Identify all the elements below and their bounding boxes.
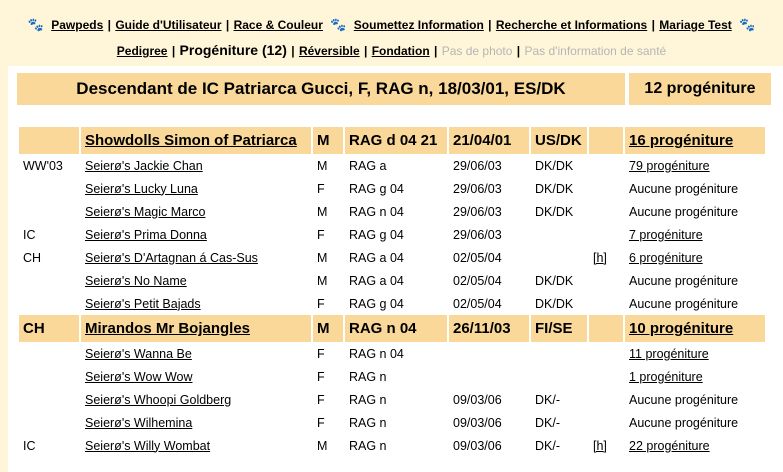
cell-country xyxy=(531,365,587,388)
cell-country xyxy=(531,223,587,246)
cell-country: DK/- xyxy=(531,411,587,434)
cell-birthdate: 26/11/03 xyxy=(449,315,529,342)
cell-birthdate xyxy=(449,365,529,388)
progeniture-link[interactable]: 16 progéniture xyxy=(629,132,734,149)
cell-birthdate: 29/06/03 xyxy=(449,177,529,200)
cell-sex: M xyxy=(313,269,343,292)
cat-name-link[interactable]: Seierø's Whoopi Goldberg xyxy=(85,392,232,407)
cell-registration: RAG n xyxy=(345,388,447,411)
nav-reversible[interactable]: Réversible xyxy=(298,44,360,58)
progeniture-link[interactable]: 22 progéniture xyxy=(629,438,710,453)
cell-progeniture xyxy=(625,223,765,246)
cell-country: DK/- xyxy=(531,388,587,411)
cell-registration: RAG n 04 xyxy=(345,342,447,365)
cat-name-link[interactable]: Seierø's Willy Wombat xyxy=(85,438,211,453)
cell-title xyxy=(19,342,79,365)
nav-fondation[interactable]: Fondation xyxy=(371,44,430,58)
cell-health-link xyxy=(589,200,623,223)
table-row xyxy=(19,200,765,223)
cell-sex: M xyxy=(313,154,343,177)
cell-progeniture xyxy=(625,315,765,342)
cat-name-link[interactable]: Seierø's No Name xyxy=(85,273,187,288)
cell-sex: M xyxy=(313,200,343,223)
cell-progeniture: Aucune progéniture xyxy=(625,177,765,200)
progeny-table xyxy=(17,127,767,457)
progeniture-link[interactable]: 1 progéniture xyxy=(629,369,703,384)
cell-birthdate: 02/05/04 xyxy=(449,246,529,269)
health-link[interactable]: [h] xyxy=(593,250,607,265)
table-row xyxy=(19,411,765,434)
cell-progeniture xyxy=(625,365,765,388)
cat-name-link[interactable]: Seierø's D'Artagnan á Cas-Sus xyxy=(85,250,258,265)
cell-registration: RAG g 04 xyxy=(345,292,447,315)
table-row xyxy=(19,434,765,457)
nav-separator: | xyxy=(516,44,521,58)
progeniture-link[interactable]: 11 progéniture xyxy=(629,346,709,361)
cell-title: IC xyxy=(19,434,79,457)
cell-registration: RAG n xyxy=(345,434,447,457)
cell-sex: F xyxy=(313,365,343,388)
progeniture-link[interactable]: 7 progéniture xyxy=(629,227,703,242)
cell-country: FI/SE xyxy=(531,315,587,342)
table-row xyxy=(19,177,765,200)
cell-birthdate: 09/03/06 xyxy=(449,434,529,457)
nav-recherche[interactable]: Recherche et Informations xyxy=(495,18,648,32)
cat-name-link[interactable]: Seierø's Wanna Be xyxy=(85,346,192,361)
cell-registration: RAG d 04 21 xyxy=(345,127,447,154)
nav-photo-disabled: Pas de photo xyxy=(441,44,513,58)
cat-name-link[interactable]: Seierø's Petit Bajads xyxy=(85,296,201,311)
cell-progeniture: Aucune progéniture xyxy=(625,388,765,411)
cell-progeniture: Aucune progéniture xyxy=(625,292,765,315)
cell-registration: RAG n xyxy=(345,365,447,388)
cell-health-link xyxy=(589,177,623,200)
health-link[interactable]: [h] xyxy=(593,438,607,453)
nav-pedigree[interactable]: Pedigree xyxy=(116,44,168,58)
cell-sex: F xyxy=(313,177,343,200)
table-row xyxy=(19,246,765,269)
cell-name xyxy=(81,269,311,292)
table-row xyxy=(19,223,765,246)
cell-progeniture xyxy=(625,434,765,457)
nav-sante-disabled: Pas d'information de santé xyxy=(524,44,667,58)
cat-name-link[interactable]: Mirandos Mr Bojangles xyxy=(85,320,251,337)
nav-guide[interactable]: Guide d'Utilisateur xyxy=(115,18,222,32)
cat-name-link[interactable]: Seierø's Wow Wow xyxy=(85,369,193,384)
parent-row xyxy=(19,315,765,342)
cell-title xyxy=(19,365,79,388)
cat-name-link[interactable]: Seierø's Magic Marco xyxy=(85,204,206,219)
cat-name-link[interactable]: Seierø's Prima Donna xyxy=(85,227,207,242)
nav-separator: | xyxy=(434,44,438,58)
cell-birthdate xyxy=(449,342,529,365)
cell-country: DK/DK xyxy=(531,292,587,315)
cell-name xyxy=(81,292,311,315)
cell-health-link xyxy=(589,223,623,246)
cell-name xyxy=(81,411,311,434)
cell-progeniture: Aucune progéniture xyxy=(625,200,765,223)
cell-name xyxy=(81,223,311,246)
table-row xyxy=(19,154,765,177)
cell-progeniture xyxy=(625,127,765,154)
cell-health-link xyxy=(589,292,623,315)
parent-row xyxy=(19,127,765,154)
nav-separator: | xyxy=(488,18,492,32)
top-nav xyxy=(0,17,783,33)
cell-birthdate: 29/06/03 xyxy=(449,154,529,177)
cell-sex: M xyxy=(313,127,343,154)
cell-birthdate: 21/04/01 xyxy=(449,127,529,154)
cell-sex: M xyxy=(313,315,343,342)
cell-registration: RAG n 04 xyxy=(345,200,447,223)
cell-registration: RAG a xyxy=(345,154,447,177)
nav-separator: | xyxy=(291,44,295,58)
cell-country: DK/DK xyxy=(531,177,587,200)
paw-icon: 🐾 xyxy=(330,17,347,32)
cell-registration: RAG a 04 xyxy=(345,246,447,269)
cell-sex: M xyxy=(313,434,343,457)
cat-name-link[interactable]: Seierø's Wilhemina xyxy=(85,415,193,430)
cell-sex: F xyxy=(313,342,343,365)
nav-soumettez[interactable]: Soumettez Information xyxy=(353,18,484,32)
cell-progeniture: Aucune progéniture xyxy=(625,411,765,434)
table-row xyxy=(19,365,765,388)
cell-country xyxy=(531,246,587,269)
cat-name-link[interactable]: Seierø's Lucky Luna xyxy=(85,181,198,196)
cell-sex: F xyxy=(313,388,343,411)
cell-sex: M xyxy=(313,246,343,269)
cell-birthdate: 29/06/03 xyxy=(449,223,529,246)
cell-title xyxy=(19,200,79,223)
cell-sex: F xyxy=(313,411,343,434)
cell-title xyxy=(19,411,79,434)
cell-title xyxy=(19,269,79,292)
cell-name xyxy=(81,177,311,200)
cell-registration: RAG a 04 xyxy=(345,269,447,292)
cell-health-link xyxy=(589,411,623,434)
cell-sex: F xyxy=(313,223,343,246)
cell-name xyxy=(81,365,311,388)
nav-separator: | xyxy=(363,44,368,58)
nav-progeniture-current: Progéniture (12) xyxy=(179,42,287,58)
cell-health-link xyxy=(589,269,623,292)
cell-registration: RAG g 04 xyxy=(345,223,447,246)
table-row xyxy=(19,388,765,411)
cell-name xyxy=(81,342,311,365)
total-progeniture-count: 12 progéniture xyxy=(629,73,771,105)
cell-name xyxy=(81,388,311,411)
nav-separator: | xyxy=(651,18,655,32)
cell-health-link xyxy=(589,434,623,457)
cell-registration: RAG n xyxy=(345,411,447,434)
cell-health-link xyxy=(589,365,623,388)
cell-name xyxy=(81,434,311,457)
cell-progeniture xyxy=(625,154,765,177)
paw-icon: 🐾 xyxy=(27,17,44,32)
cell-title: WW'03 xyxy=(19,154,79,177)
cell-country: DK/DK xyxy=(531,154,587,177)
cell-registration: RAG n 04 xyxy=(345,315,447,342)
cell-name xyxy=(81,127,311,154)
cell-birthdate: 29/06/03 xyxy=(449,200,529,223)
cell-name xyxy=(81,154,311,177)
cell-title xyxy=(19,177,79,200)
cell-health-link xyxy=(589,388,623,411)
cell-birthdate: 02/05/04 xyxy=(449,269,529,292)
cell-title: CH xyxy=(19,315,79,342)
table-row xyxy=(19,342,765,365)
cell-name xyxy=(81,200,311,223)
cat-name-link[interactable]: Seierø's Jackie Chan xyxy=(85,158,203,173)
cell-title: IC xyxy=(19,223,79,246)
cell-title xyxy=(19,388,79,411)
cell-health-link xyxy=(589,342,623,365)
nav-separator: | xyxy=(225,18,230,32)
cat-name-link[interactable]: Showdolls Simon of Patriarca xyxy=(85,132,297,149)
cell-birthdate: 02/05/04 xyxy=(449,292,529,315)
progeniture-link[interactable]: 10 progéniture xyxy=(629,320,734,337)
cell-country: DK/DK xyxy=(531,200,587,223)
cell-name xyxy=(81,315,311,342)
cell-progeniture xyxy=(625,342,765,365)
cell-health-link xyxy=(589,246,623,269)
nav-pawpeds[interactable]: Pawpeds xyxy=(51,18,104,32)
nav-mariage-test[interactable]: Mariage Test xyxy=(659,18,732,32)
paw-icon: 🐾 xyxy=(739,17,756,32)
nav-race-couleur[interactable]: Race & Couleur xyxy=(233,18,323,32)
cell-name xyxy=(81,246,311,269)
progeniture-link[interactable]: 6 progéniture xyxy=(629,250,703,265)
cell-progeniture: Aucune progéniture xyxy=(625,269,765,292)
cell-country xyxy=(531,342,587,365)
cell-sex: F xyxy=(313,292,343,315)
cell-title xyxy=(19,127,79,154)
cell-country: DK/DK xyxy=(531,269,587,292)
cell-birthdate: 09/03/06 xyxy=(449,388,529,411)
table-row xyxy=(19,269,765,292)
cell-health-link xyxy=(589,154,623,177)
cell-title xyxy=(19,292,79,315)
cell-country: US/DK xyxy=(531,127,587,154)
cell-title: CH xyxy=(19,246,79,269)
cell-birthdate: 09/03/06 xyxy=(449,411,529,434)
cell-registration: RAG g 04 xyxy=(345,177,447,200)
nav-separator: | xyxy=(171,44,176,58)
nav-separator: | xyxy=(107,18,111,32)
cell-health-link xyxy=(589,127,623,154)
sub-nav xyxy=(0,42,783,58)
progeniture-link[interactable]: 79 progéniture xyxy=(629,158,710,173)
cell-health-link xyxy=(589,315,623,342)
cell-progeniture xyxy=(625,246,765,269)
table-row xyxy=(19,292,765,315)
page-title: Descendant de IC Patriarca Gucci, F, RAG n, 18/03/01, ES/DK xyxy=(17,73,625,105)
cell-country: DK/- xyxy=(531,434,587,457)
